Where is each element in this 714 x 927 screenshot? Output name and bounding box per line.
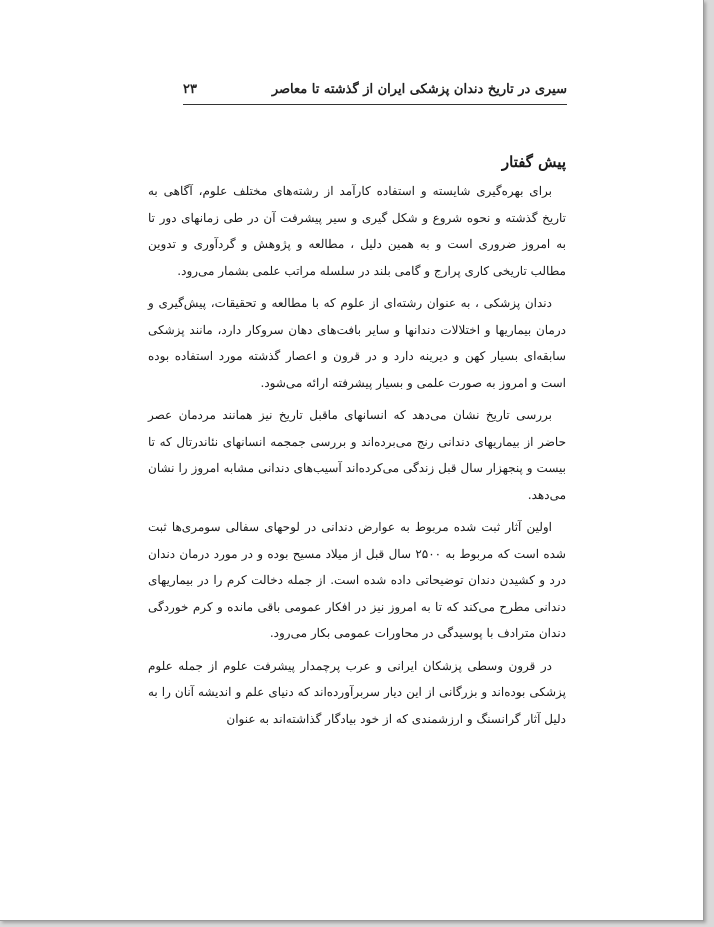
main-content — [148, 152, 566, 738]
paragraph: اولین آثار ثبت شده مربوط به عوارض دندانی در لوحهای سفالی سومری‌ها ثبت شده است که مربوط به ۲۵۰۰ سال قبل از میلاد مسیح بوده و در مورد درمان دندان درد و کشیدن دندان توضیحاتی داده شده است. از جمله دخالت کرم را در بیماریهای دندانی مطرح می‌کند که تا به امروز نیز در افکار عمومی باقی مانده و کرم خوردگی دندان مترادف با پوسیدگی در محاورات عمومی بکار می‌رود. — [148, 520, 566, 640]
paragraph: دندان پزشکی ، به عنوان رشته‌ای از علوم که با مطالعه و تحقیقات، پیش‌گیری و درمان بیماریها و اختلالات دندانها و سایر بافت‌های دهان سروکار دارد، مانند پزشکی سابقه‌ای بسیار کهن و دیرینه دارد و در قرون و اعصار گذشته مورد استفاده بوده است و امروز به صورت علمی و بسیار پیشرفته ارائه می‌شود. — [148, 296, 566, 390]
running-header-title: سیری در تاریخ دندان پزشکی ایران از گذشته تا معاصر — [271, 82, 567, 97]
page-number: ۲۳ — [183, 82, 197, 97]
paragraph: برای بهره‌گیری شایسته و استفاده کارآمد از رشته‌های مختلف علوم، آگاهی به تاریخ گذشته و نحوه شروع و شکل گیری و سیر پیشرفت آن در طی زمانهای دور تا به امروز ضروری است و به همین دلیل ، مطالعه و پژوهش و گردآوری و تدوین مطالب تاریخی کاری پرارج و گامی بلند در سلسله مراتب علمی بشمار می‌رود. — [148, 184, 566, 278]
running-header — [183, 80, 567, 102]
paragraph: بررسی تاریخ نشان می‌دهد که انسانهای ماقبل تاریخ نیز همانند مردمان عصر حاضر از بیماریهای دندانی رنج می‌برده‌اند و بررسی جمجمه انسانهای نئاندرتال که تا بیست و پنجهزار سال قبل زندگی می‌کرده‌اند آسیب‌های دندانی مشابه امروز را نشان می‌دهد. — [148, 408, 566, 502]
header-divider — [183, 104, 567, 105]
paragraph: در قرون وسطی پزشکان ایرانی و عرب پرچمدار پیشرفت علوم از جمله علوم پزشکی بوده‌اند و بزرگانی از این دیار سربرآورده‌اند که دنیای علم و اندیشه آنان را به دلیل آثار گرانسنگ و ارزشمندی که از خود بیادگار گذاشته‌اند به عنوان — [148, 658, 566, 726]
section-heading: پیش گفتار — [501, 153, 566, 171]
